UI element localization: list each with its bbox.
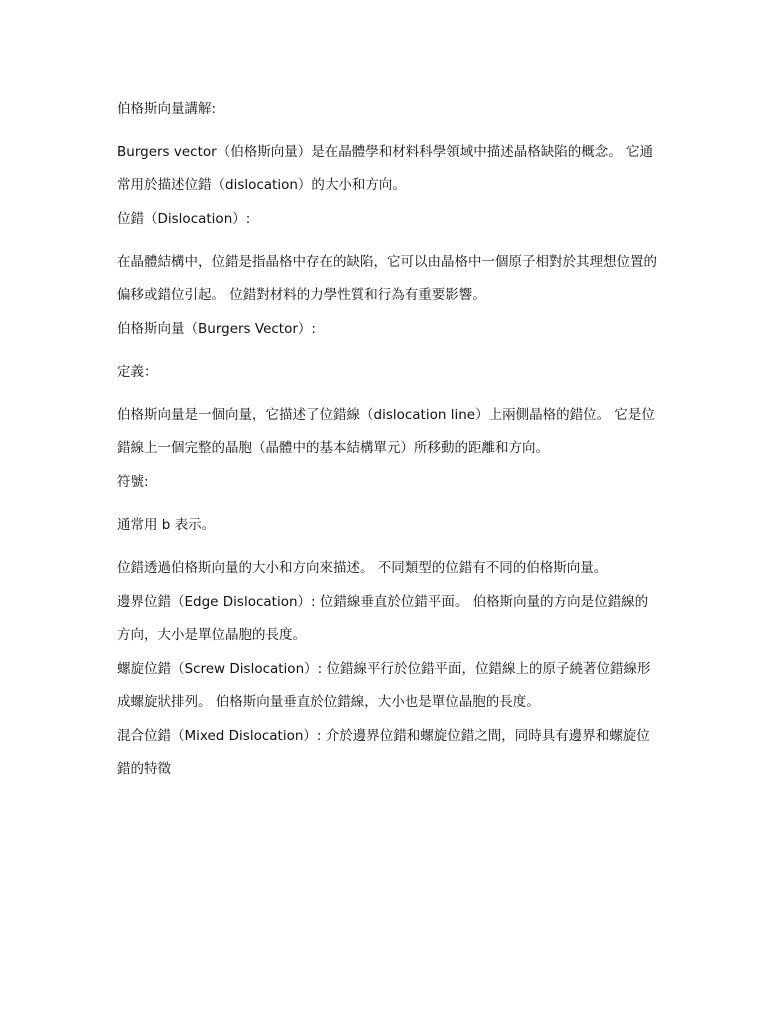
- paragraph-burgers-intro: Burgers vector（伯格斯向量）是在晶體學和材料科學領域中描述晶格缺陷的概念。 它通常用於描述位錯（dislocation）的大小和方向。: [117, 144, 653, 193]
- paragraph-burgers-definition: 伯格斯向量是一個向量，它描述了位錯線（dislocation line）上兩側晶格的錯位。 它是位錯線上一個完整的晶胞（晶體中的基本結構單元）所移動的距離和方向。: [117, 407, 655, 456]
- paragraph-symbol: 通常用 b 表示。: [117, 517, 216, 533]
- heading-burgers-explanation: 伯格斯向量講解:: [117, 101, 217, 117]
- paragraph-description: 位錯透過伯格斯向量的大小和方向來描述。 不同類型的位錯有不同的伯格斯向量。: [117, 560, 608, 576]
- paragraph-dislocation-definition: 在晶體結構中，位錯是指晶格中存在的缺陷，它可以由晶格中一個原子相對於其理想位置的偏移或錯位引起。 位錯對材料的力學性質和行為有重要影響。: [117, 254, 657, 303]
- paragraph-mixed-dislocation: 混合位錯（Mixed Dislocation）: 介於邊界位錯和螺旋位錯之間，同時具有邊界和螺旋位錯的特徵: [117, 728, 650, 777]
- paragraph-screw-dislocation: 螺旋位錯（Screw Dislocation）: 位錯線平行於位錯平面，位錯線上的原子繞著位錯線形成螺旋狀排列。 伯格斯向量垂直於位錯線，大小也是單位晶胞的長度。: [117, 661, 651, 710]
- heading-symbol: 符號:: [117, 474, 149, 490]
- document-body: [117, 93, 657, 796]
- heading-dislocation: 位錯（Dislocation）:: [117, 211, 251, 227]
- paragraph-edge-dislocation: 邊界位錯（Edge Dislocation）: 位錯線垂直於位錯平面。 伯格斯向量的方向是位錯線的方向，大小是單位晶胞的長度。: [117, 594, 649, 643]
- heading-burgers-vector: 伯格斯向量（Burgers Vector）:: [117, 321, 316, 337]
- heading-definition: 定義：: [117, 364, 158, 380]
